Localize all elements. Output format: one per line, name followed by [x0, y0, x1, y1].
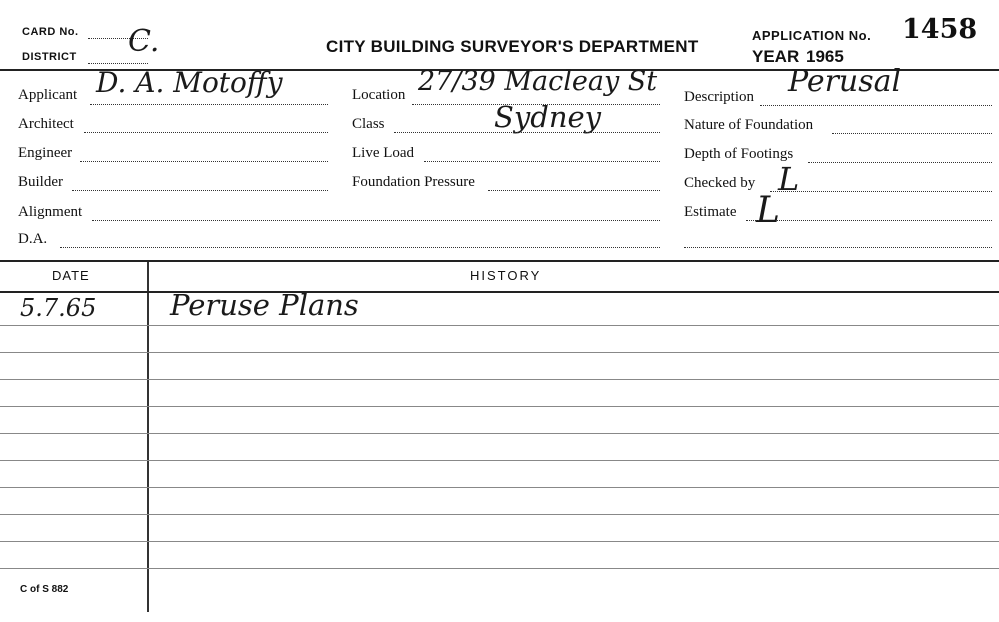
blank-right-line — [684, 247, 992, 248]
live-load-line — [424, 161, 660, 162]
history-row-line — [0, 433, 999, 434]
alignment-label: Alignment — [18, 204, 83, 220]
district-line — [88, 63, 148, 64]
class-line — [394, 132, 660, 133]
estimate-line — [746, 220, 992, 221]
form-code: C of S 882 — [20, 584, 69, 595]
nature-of-foundation-line — [832, 133, 992, 134]
applicant-line — [90, 104, 328, 105]
application-no-value: 1458 — [902, 14, 978, 45]
history-row-line — [0, 568, 999, 569]
history-row-1-date: 5.7.65 — [20, 294, 97, 322]
district-value: C. — [128, 24, 160, 59]
checked-by-value: L — [778, 160, 800, 198]
history-header-rule — [0, 291, 999, 293]
history-row-line — [0, 514, 999, 515]
da-line — [60, 247, 660, 248]
history-row-line — [0, 487, 999, 488]
year-value: 1965 — [806, 47, 844, 66]
application-no-label: APPLICATION No. — [752, 28, 872, 43]
alignment-line — [92, 220, 660, 221]
da-label: D.A. — [18, 231, 48, 247]
department-title: CITY BUILDING SURVEYOR'S DEPARTMENT — [326, 37, 699, 56]
history-row-1-entry: Peruse Plans — [170, 288, 359, 322]
history-row-line — [0, 379, 999, 380]
location-value-line-1: 27/39 Macleay St — [418, 66, 658, 97]
estimate-value: L — [756, 190, 780, 231]
architect-line — [84, 132, 328, 133]
foundation-pressure-line — [488, 190, 660, 191]
district-label: DISTRICT — [22, 51, 77, 63]
applicant-label: Applicant — [18, 87, 78, 103]
location-label: Location — [352, 87, 406, 103]
history-column-header: HISTORY — [470, 268, 542, 283]
depth-of-footings-label: Depth of Footings — [684, 146, 794, 162]
history-row-line — [0, 352, 999, 353]
description-value: Perusal — [788, 64, 902, 99]
history-column-divider — [147, 262, 149, 612]
depth-of-footings-line — [808, 162, 992, 163]
history-row-line — [0, 406, 999, 407]
nature-of-foundation-label: Nature of Foundation — [684, 117, 814, 133]
builder-label: Builder — [18, 174, 63, 190]
builder-line — [72, 190, 328, 191]
history-row-line — [0, 541, 999, 542]
location-value-line-2: Sydney — [494, 100, 602, 134]
engineer-label: Engineer — [18, 145, 73, 161]
foundation-pressure-label: Foundation Pressure — [352, 174, 475, 190]
checked-by-label: Checked by — [684, 175, 756, 191]
card-no-label: CARD No. — [22, 26, 79, 38]
checked-by-line — [770, 191, 992, 192]
architect-label: Architect — [18, 116, 74, 132]
history-top-rule — [0, 260, 999, 262]
live-load-label: Live Load — [352, 145, 415, 161]
description-line — [760, 105, 992, 106]
date-column-header: DATE — [52, 268, 90, 283]
class-label: Class — [352, 116, 385, 132]
history-row-line — [0, 460, 999, 461]
history-row-line — [0, 325, 999, 326]
description-label: Description — [684, 89, 754, 105]
applicant-value: D. A. Motoffy — [96, 66, 283, 99]
year-label: YEAR — [752, 47, 800, 66]
estimate-label: Estimate — [684, 204, 737, 220]
engineer-line — [80, 161, 328, 162]
